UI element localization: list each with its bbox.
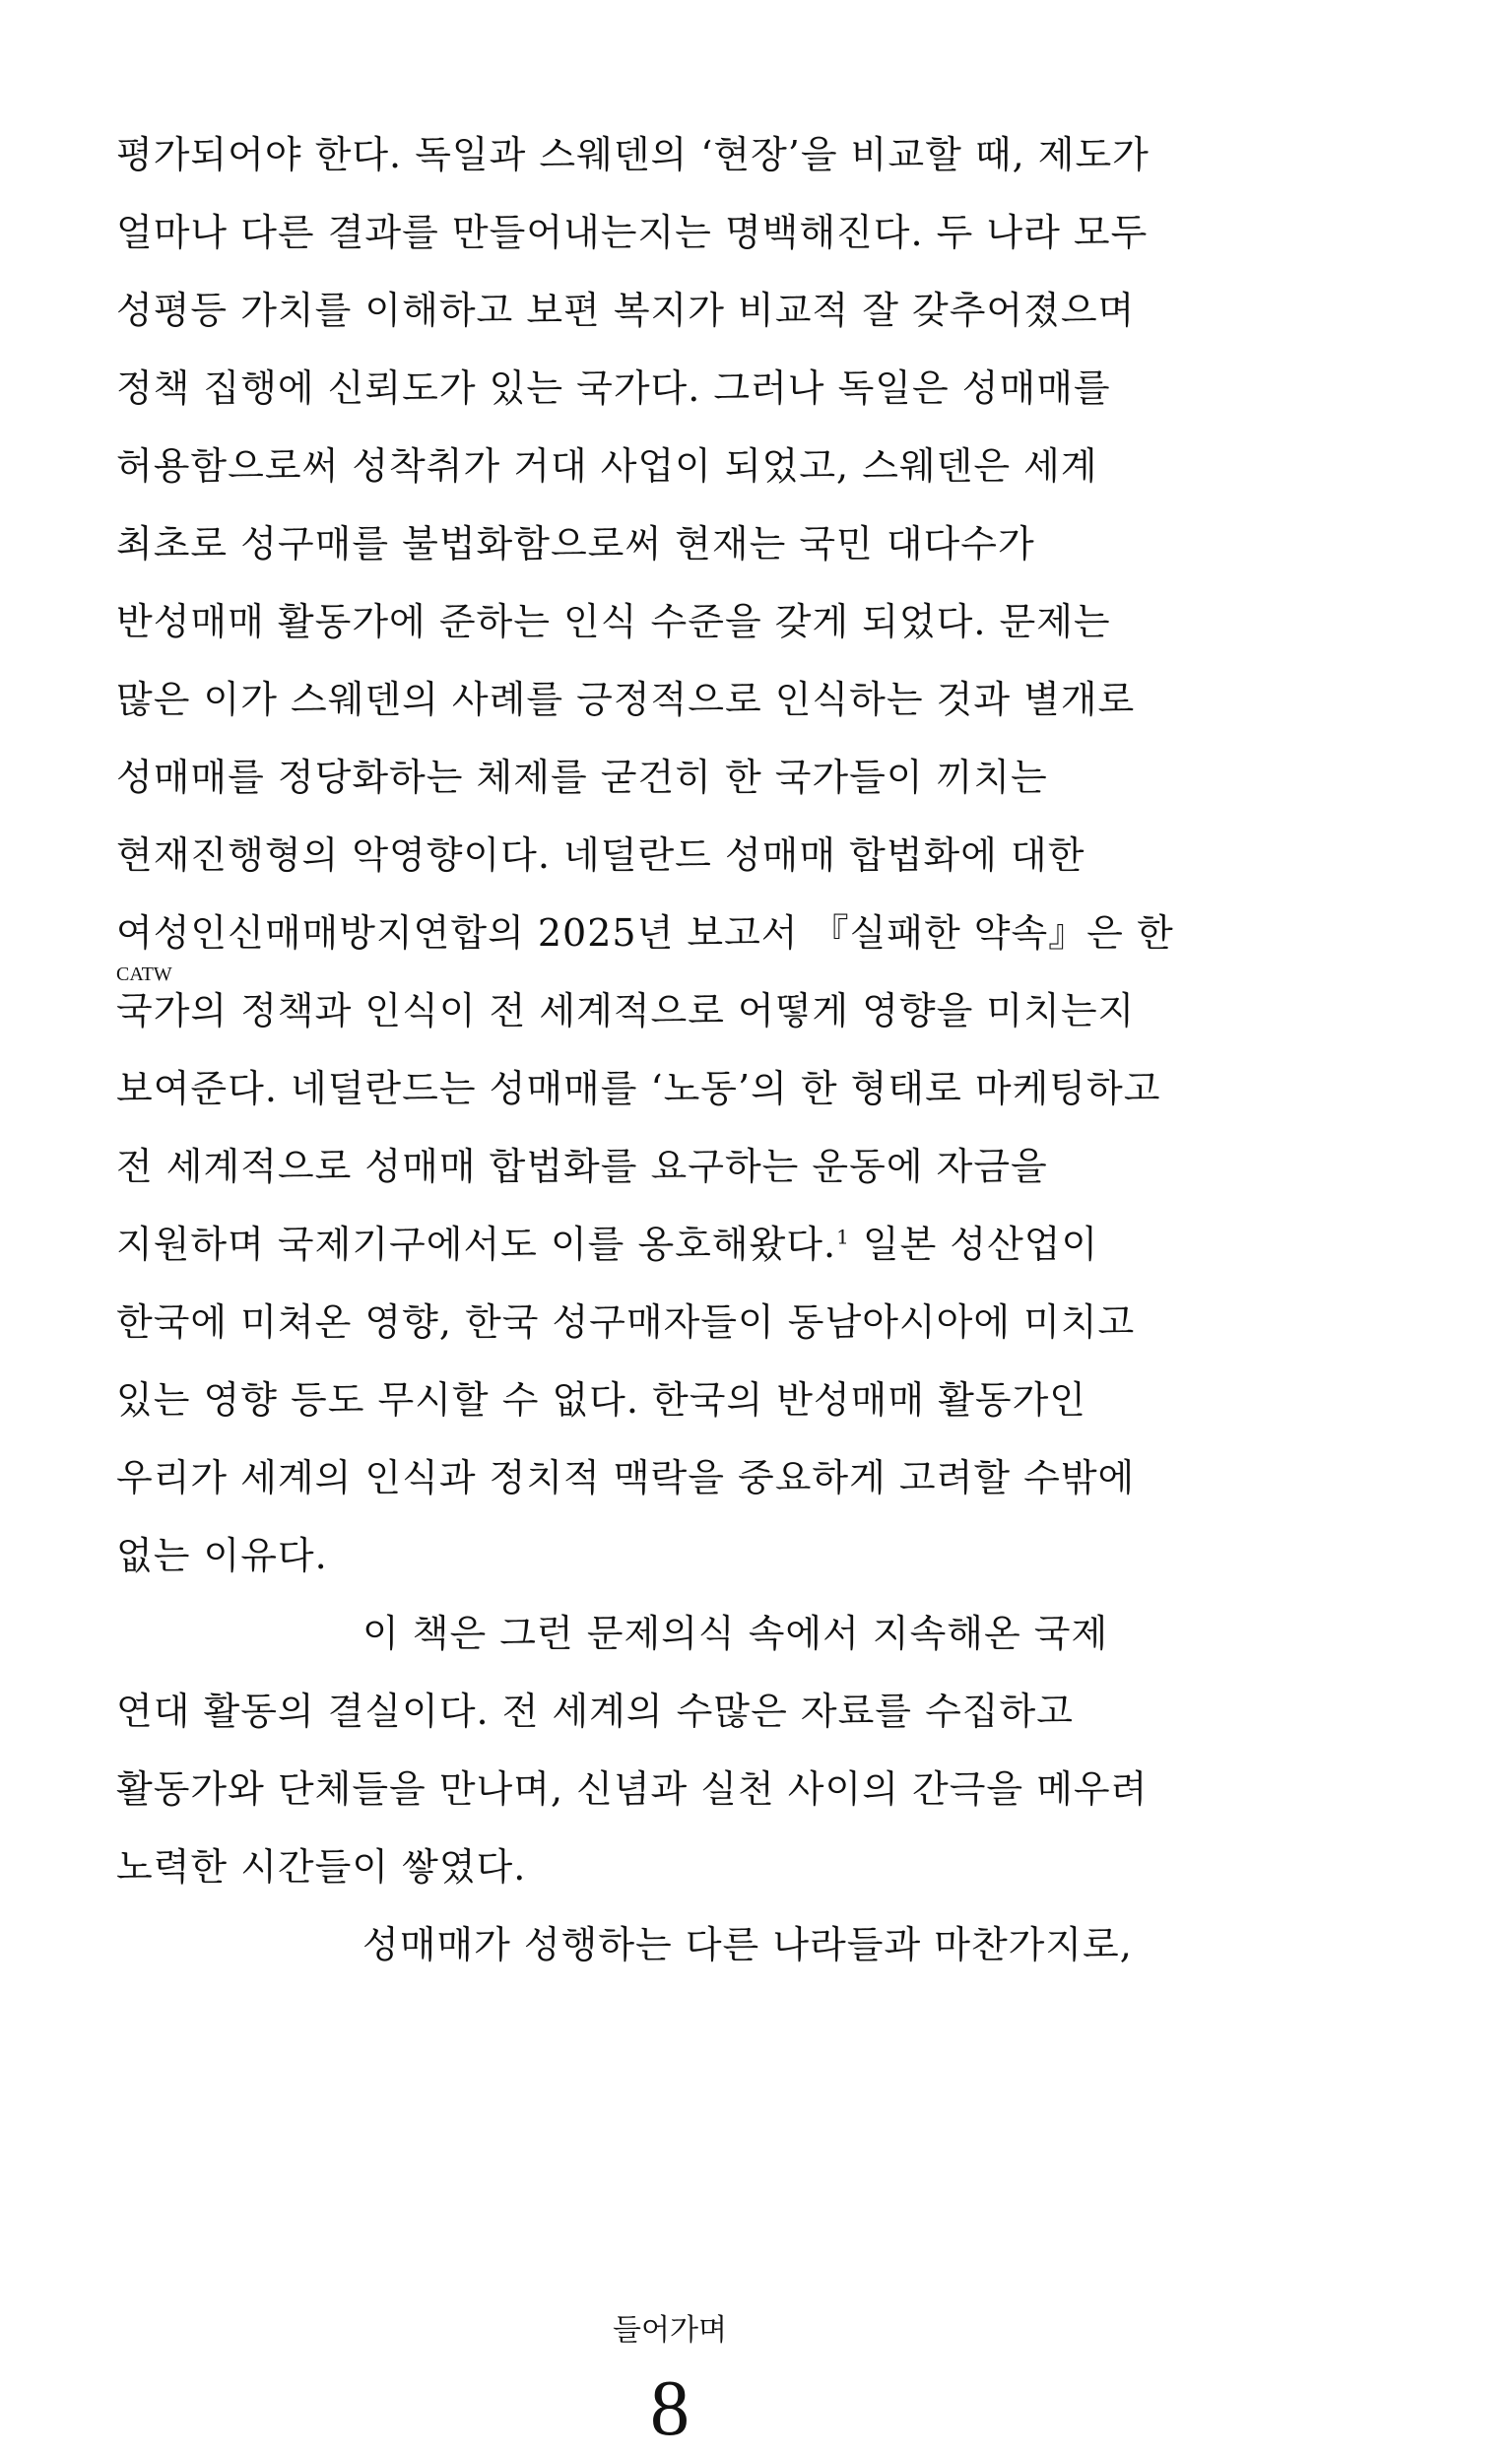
ruby-annotation-catw: CATW	[116, 963, 172, 985]
body-line: 정책 집행에 신뢰도가 있는 국가다. 그러나 독일은 성매매를	[116, 366, 1111, 410]
body-line: 반성매매 활동가에 준하는 인식 수준을 갖게 되었다. 문제는	[116, 600, 1111, 643]
body-text: 일본 성산업이	[849, 1223, 1099, 1266]
body-line: 얼마나 다른 결과를 만들어내는지는 명백해진다. 두 나라 모두	[116, 211, 1149, 254]
body-line: 최초로 성구매를 불법화함으로써 현재는 국민 대다수가	[116, 522, 1035, 565]
body-line: 국가의 정책과 인식이 전 세계적으로 어떻게 영향을 미치는지	[116, 989, 1136, 1032]
paragraph-start-line: 이 책은 그런 문제의식 속에서 지속해온 국제	[362, 1612, 1109, 1655]
body-line: 평가되어야 한다. 독일과 스웨덴의 ‘현장’을 비교할 때, 제도가	[116, 133, 1150, 176]
body-line: 전 세계적으로 성매매 합법화를 요구하는 운동에 자금을	[116, 1145, 1048, 1188]
body-line-with-footnote	[116, 1220, 1098, 1269]
body-line: 허용함으로써 성착취가 거대 사업이 되었고, 스웨덴은 세계	[116, 444, 1098, 488]
body-line: 활동가와 단체들을 만나며, 신념과 실천 사이의 간극을 메우려	[116, 1767, 1149, 1811]
body-line: 있는 영향 등도 무시할 수 없다. 한국의 반성매매 활동가인	[116, 1378, 1086, 1422]
body-line: 한국에 미쳐온 영향, 한국 성구매자들이 동남아시아에 미치고	[116, 1300, 1136, 1344]
body-line: 연대 활동의 결실이다. 전 세계의 수많은 자료를 수집하고	[116, 1690, 1074, 1733]
body-line: 성평등 가치를 이해하고 보편 복지가 비교적 잘 갖추어졌으며	[116, 289, 1136, 332]
body-line: 성매매를 정당화하는 체제를 굳건히 한 국가들이 끼치는	[116, 756, 1048, 799]
body-line: 보여준다. 네덜란드는 성매매를 ‘노동’의 한 형태로 마케팅하고	[116, 1067, 1161, 1110]
body-line: 우리가 세계의 인식과 정치적 맥락을 중요하게 고려할 수밖에	[116, 1456, 1136, 1499]
body-line: 현재진행형의 악영향이다. 네덜란드 성매매 합법화에 대한	[116, 833, 1085, 877]
body-line: 많은 이가 스웨덴의 사례를 긍정적으로 인식하는 것과 별개로	[116, 678, 1136, 721]
body-text: 지원하며 국제기구에서도 이를 옹호해왔다.	[116, 1223, 837, 1266]
paragraph-start-line: 성매매가 성행하는 다른 나라들과 마찬가지로,	[362, 1923, 1133, 1966]
body-line: 노력한 시간들이 쌓였다.	[116, 1845, 527, 1889]
body-line: 없는 이유다.	[116, 1534, 328, 1577]
page-number: 8	[650, 2365, 690, 2452]
running-head: 들어가며	[613, 2313, 727, 2348]
body-line: 여성인신매매방지연합의 2025년 보고서 『실패한 약속』은 한	[116, 911, 1174, 955]
footnote-marker[interactable]: 1	[836, 1225, 850, 1249]
